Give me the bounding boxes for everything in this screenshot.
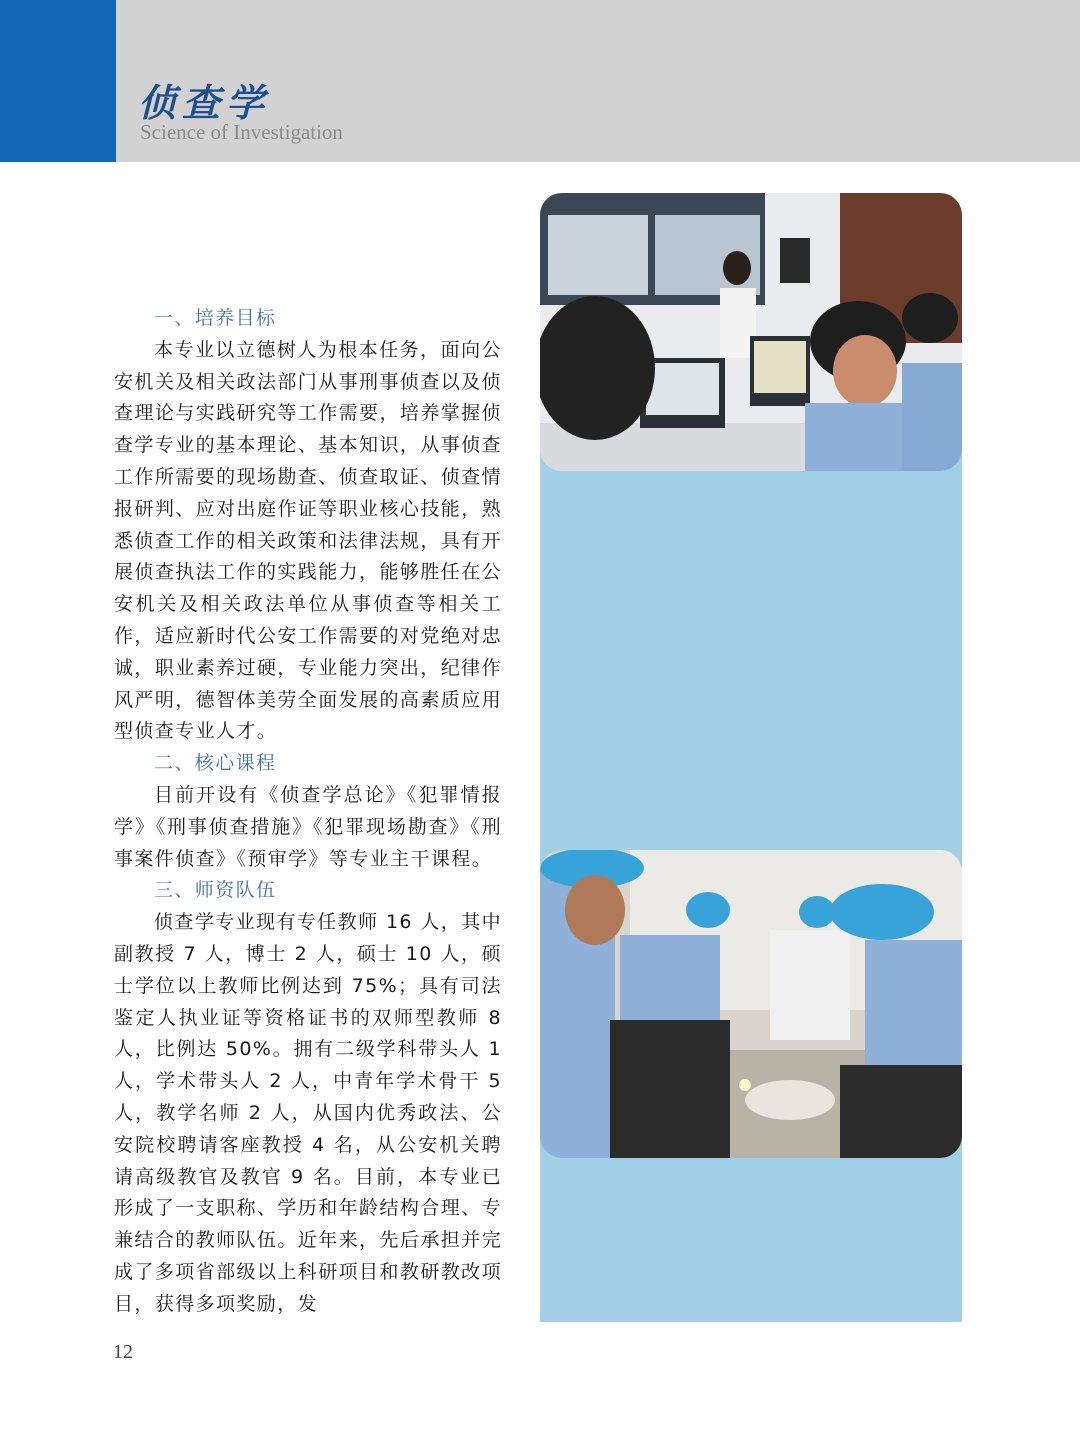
- body-text-column: [114, 303, 502, 1321]
- crime-scene-practice-photo: [540, 850, 962, 1158]
- section-body-training-goal: 本专业以立德树人为根本任务，面向公安机关及相关政法部门从事刑事侦查以及侦查理论与实践研究等工作需要，培养掌握侦查学专业的基本理论、基本知识，从事侦查工作所需要的现场勘查、侦查取证、侦查情报研判、应对出庭作证等职业核心技能，熟悉侦查工作的相关政策和法律法规，具有开展侦查执法工作的实践能力，能够胜任在公安机关及相关政法单位从事侦查等相关工作，适应新时代公安工作需要的对党绝对忠诚，职业素养过硬，专业能力突出，纪律作风严明，德智体美劳全面发展的高素质应用型侦查专业人才。: [114, 338, 502, 743]
- header-accent-block: [0, 0, 116, 162]
- section-body-core-courses: 目前开设有《侦查学总论》《犯罪情报学》《刑事侦查措施》《犯罪现场勘查》《刑事案件侦查》《预审学》等专业主干课程。: [114, 783, 502, 870]
- section-heading-faculty: 三、师资队伍: [154, 879, 277, 902]
- page-number: 12: [113, 1341, 133, 1363]
- page-subtitle: Science of Investigation: [140, 120, 343, 144]
- section-heading-training-goal: 一、培养目标: [154, 307, 277, 329]
- section-heading-core-courses: 二、核心课程: [154, 752, 277, 775]
- page-title: 侦查学: [138, 80, 271, 125]
- section-body-faculty: 侦查学专业现有专任教师 16 人，其中副教授 7 人，博士 2 人，硕士 10 人，硕士学位以上教师比例达到 75%；具有司法鉴定人执业证等资格证书的双师型教师 8 人，比例达 50%。拥有二级学科带头人 1 人，学术带头人 2 人，中青年学术骨干 5 人，教学名师 2 人，从国内优秀政法、公安院校聘请客座教授 4 名，从公安机关聘请高级教官及教官 9 名。目前，本专业已形成了一支职称、学历和年龄结构合理、专兼结合的教师队伍。近年来，先后承担并完成了多项省部级以上科研项目和教研教改项目，获得多项奖励，发: [114, 911, 502, 1315]
- classroom-photo: [540, 193, 962, 471]
